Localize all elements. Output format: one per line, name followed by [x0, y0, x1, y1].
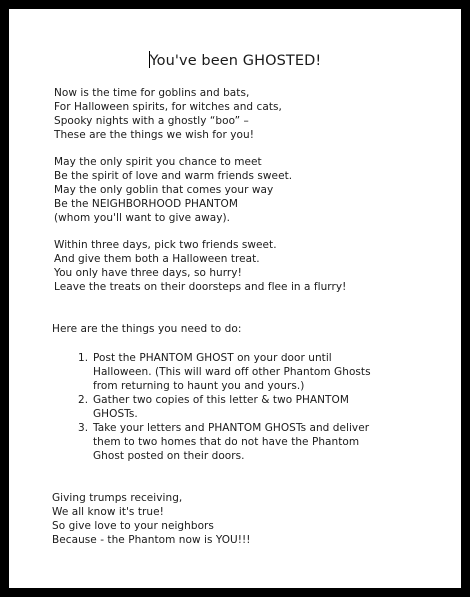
instructions-heading: Here are the things you need to do:: [52, 323, 242, 335]
step-line: Take your letters and PHANTOM GHOSTs and deliver: [93, 422, 370, 434]
step-line: Post the PHANTOM GHOST on your door until: [93, 352, 332, 364]
step-number: 1.: [78, 352, 89, 364]
poem-line: So give love to your neighbors: [52, 520, 214, 532]
step-line: them to two homes that do not have the Phantom: [93, 436, 360, 448]
step-number: 2.: [78, 394, 89, 406]
document-title: You've been GHOSTED!: [149, 53, 322, 69]
poem-line: Be the NEIGHBORHOOD PHANTOM: [54, 198, 238, 210]
poem-line: Within three days, pick two friends sweet.: [54, 239, 277, 251]
poem-line: Now is the time for goblins and bats,: [54, 87, 250, 99]
poem-line: Be the spirit of love and warm friends sweet.: [54, 170, 293, 182]
step-line: Halloween. (This will ward off other Phantom Ghosts: [93, 366, 371, 378]
step-number: 3.: [78, 422, 89, 434]
poem-line: We all know it's true!: [52, 506, 164, 518]
poem-line: These are the things we wish for you!: [54, 129, 254, 141]
poem-line: May the only goblin that comes your way: [54, 184, 274, 196]
poem-line: Leave the treats on their doorsteps and flee in a flurry!: [54, 281, 347, 293]
poem-line: Because - the Phantom now is YOU!!!: [52, 534, 251, 546]
step-line: Ghost posted on their doors.: [93, 450, 245, 462]
step-line: GHOSTs.: [93, 408, 138, 420]
poem-line: Giving trumps receiving,: [52, 492, 183, 504]
document-page: [9, 9, 461, 588]
poem-line: For Halloween spirits, for witches and cats,: [54, 101, 282, 113]
poem-line: Spooky nights with a ghostly “boo” –: [54, 115, 249, 127]
step-line: from returning to haunt you and yours.): [93, 380, 305, 392]
poem-line: May the only spirit you chance to meet: [54, 156, 262, 168]
step-line: Gather two copies of this letter & two PHANTOM: [93, 394, 349, 406]
poem-line: And give them both a Halloween treat.: [54, 253, 260, 265]
poem-line: You only have three days, so hurry!: [54, 267, 242, 279]
poem-line: (whom you'll want to give away).: [54, 212, 230, 224]
